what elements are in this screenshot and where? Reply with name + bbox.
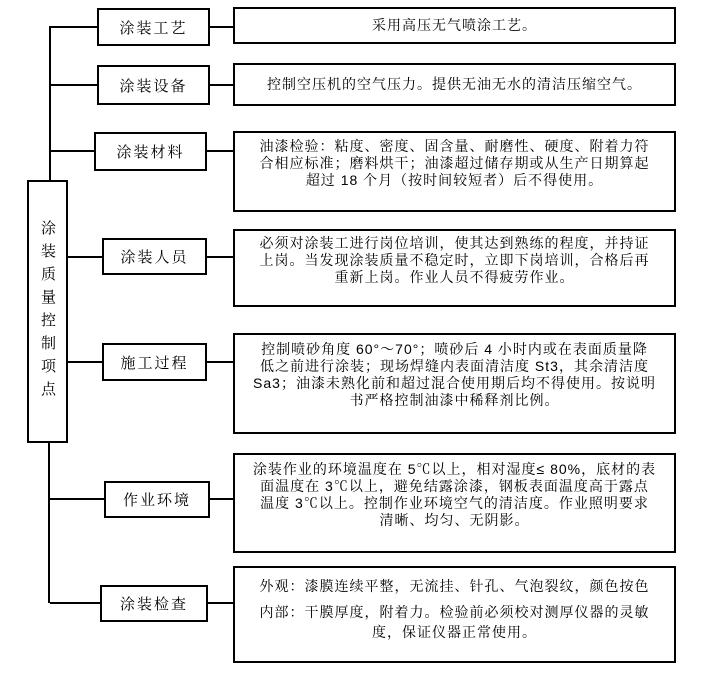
connector-trunk-bottom (48, 443, 50, 603)
connector-link-6 (210, 498, 233, 500)
category-label: 涂装材料 (116, 144, 185, 161)
connector-branch-1 (50, 26, 97, 28)
detail-line: 控制空压机的空气压力。提供无油无水的清洁压缩空气。 (267, 76, 642, 92)
connector-branch-4 (68, 256, 102, 258)
root-box (27, 180, 68, 443)
category-label: 作业环境 (122, 492, 191, 509)
connector-link-5 (207, 361, 233, 363)
connector-branch-6 (50, 498, 104, 500)
connector-link-3 (207, 150, 233, 152)
detail-line: 温度 3℃以上。控制作业环境空气的清洁度。作业照明要求 (260, 495, 649, 511)
category-box-coating-material (94, 132, 207, 171)
connector-branch-5 (68, 361, 102, 363)
detail-box-construction-process (233, 333, 676, 434)
connector-branch-2 (50, 84, 97, 86)
connector-branch-7 (50, 602, 100, 604)
detail-line: 低之前进行涂装；现场焊缝内表面清洁度 St3，其余清洁度 (260, 358, 649, 374)
detail-box-coating-process (233, 7, 676, 44)
detail-line: 超过 18 个月（按时间较短者）后不得使用。 (305, 172, 604, 188)
detail-box-work-environment (233, 453, 676, 553)
connector-link-4 (207, 256, 233, 258)
detail-line: Sa3；油漆未熟化前和超过混合使用期后均不得使用。按说明 (253, 375, 656, 391)
connector-link-1 (210, 26, 233, 28)
category-box-work-environment (104, 481, 210, 518)
detail-line: 涂装作业的环境温度在 5℃以上，相对湿度≤ 80%，底材的表 (252, 461, 657, 477)
detail-line: 必须对涂装工进行岗位培训，使其达到熟练的程度，并持证 (259, 235, 650, 251)
connector-trunk-top (49, 26, 51, 180)
category-label: 施工过程 (120, 354, 189, 372)
connector-link-7 (208, 602, 233, 604)
category-box-coating-inspection (100, 585, 208, 622)
detail-line: 书严格控制油漆中稀释剂比例。 (349, 392, 560, 408)
detail-line: 油漆检验：粘度、密度、固含量、耐磨性、硬度、附着力符 (259, 138, 650, 154)
connector-branch-3 (50, 150, 94, 152)
category-label: 涂装工艺 (119, 19, 188, 37)
detail-box-coating-inspection (233, 566, 676, 663)
connector-link-2 (210, 84, 233, 86)
category-box-construction-process (102, 343, 207, 381)
detail-line: 度，保证仪器正常使用。 (372, 624, 537, 640)
detail-line: 清晰、均匀、无阴影。 (379, 512, 530, 528)
category-box-coating-equipment (97, 65, 210, 105)
detail-line: 上岗。当发现涂装质量不稳定时，立即下岗培训，合格后再 (259, 252, 650, 268)
detail-line: 采用高压无气喷涂工艺。 (372, 17, 537, 33)
detail-box-coating-material (233, 131, 676, 212)
category-box-coating-personnel (102, 238, 207, 275)
detail-box-coating-personnel (233, 229, 676, 307)
category-label: 涂装检查 (119, 596, 188, 613)
category-label: 涂装人员 (120, 249, 189, 266)
detail-line: 控制喷砂角度 60°～70°；喷砂后 4 小时内或在表面质量降 (261, 341, 648, 357)
category-label: 涂装设备 (119, 77, 188, 95)
detail-line: 面温度在 3℃以上，避免结露涂漆，钢板表面温度高于露点 (260, 478, 649, 494)
detail-line: 重新上岗。作业人员不得疲劳作业。 (334, 269, 575, 285)
detail-line: 内部：干膜厚度，附着力。检验前必须校对测厚仪器的灵敏 (259, 604, 650, 620)
category-box-coating-process (97, 8, 210, 46)
detail-line: 合相应标准；磨料烘干；油漆超过储存期或从生产日期算起 (259, 155, 650, 171)
root-label: 涂装质量控制项点 (39, 219, 56, 404)
detail-line: 外观：漆膜连续平整，无流挂、针孔、气泡裂纹，颜色按色 (259, 578, 650, 594)
detail-box-coating-equipment (233, 63, 676, 106)
